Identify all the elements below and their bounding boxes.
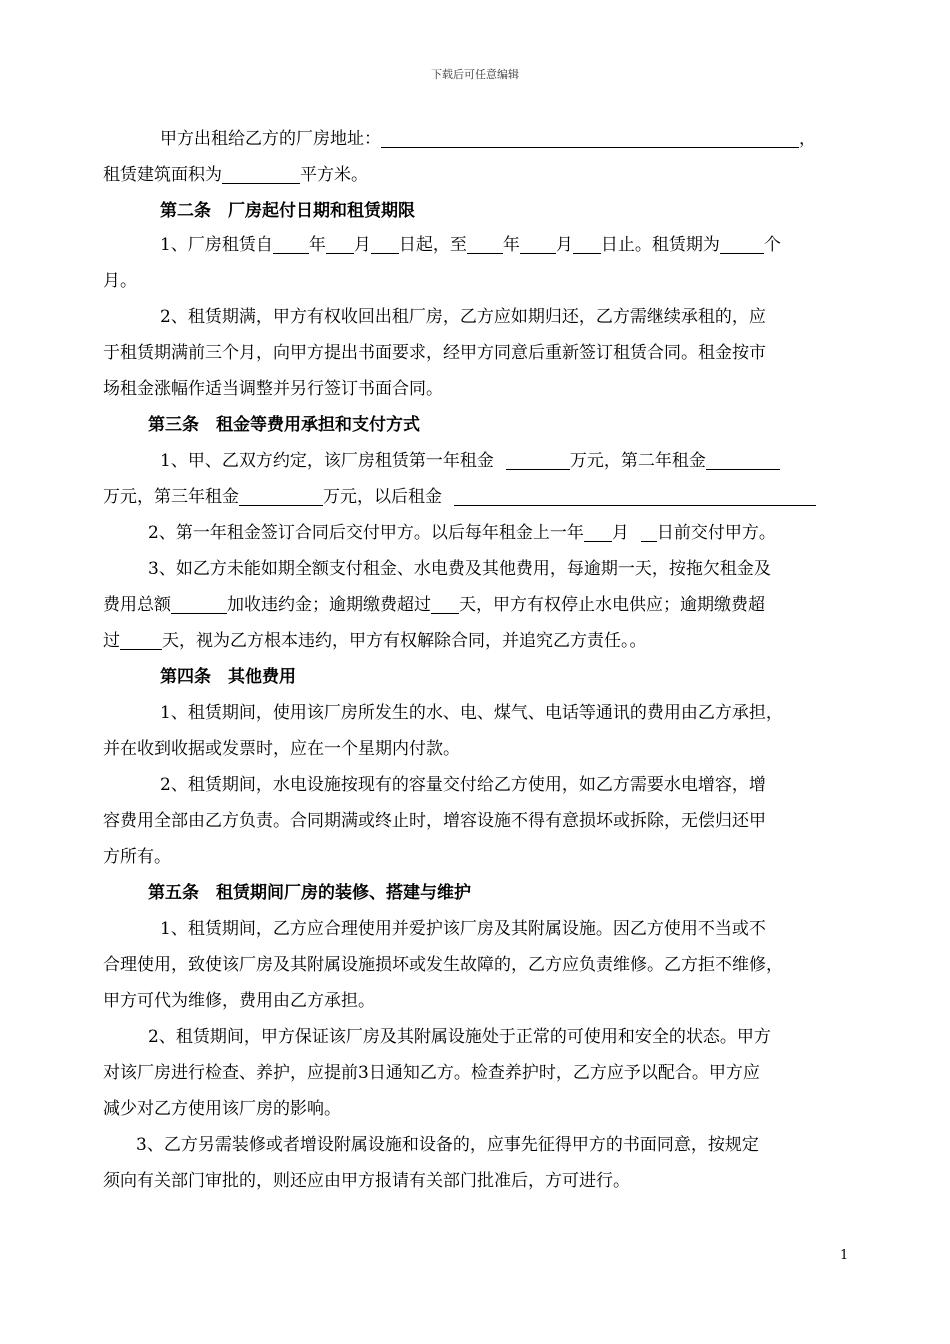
paragraph-line: 2、租赁期满，甲方有权收回出租厂房，乙方应如期归还，乙方需继续承租的，应 — [160, 307, 766, 327]
paragraph-line: 场租金涨幅作适当调整并另行签订书面合同。 — [103, 379, 443, 399]
address-line: 甲方出租给乙方的厂房地址： ， — [160, 129, 816, 149]
page-header: 下载后可任意编辑 — [431, 68, 519, 81]
paragraph-line: 对该厂房进行检查、养护，应提前3日通知乙方。检查养护时，乙方应予以配合。甲方应 — [103, 1063, 760, 1083]
paragraph-line: 须向有关部门审批的，则还应由甲方报请有关部门批准后，方可进行。 — [103, 1171, 630, 1191]
paragraph-line: 2、租赁期间，水电设施按现有的容量交付给乙方使用，如乙方需要水电增容，增 — [160, 775, 766, 795]
penalty-line: 费用总额 加收违约金；逾期缴费超过 天，甲方有权停止水电供应；逾期缴费超 — [103, 595, 765, 615]
rent-line-1: 1、甲、乙双方约定，该厂房租赁第一年租金 万元，第二年租金 — [160, 449, 780, 473]
paragraph-line: 合理使用，致使该厂房及其附属设施损坏或发生故障的，乙方应负责维修。乙方拒不维修， — [103, 955, 783, 975]
payment-line: 2、第一年租金签订合同后交付甲方。以后每年租金上一年 月 日前交付甲方。 — [148, 523, 776, 543]
article-2-heading: 第二条 厂房起付日期和租赁期限 — [160, 201, 415, 221]
paragraph-line: 容费用全部由乙方负责。合同期满或终止时，增容设施不得有意损坏或拆除，无偿归还甲 — [103, 811, 766, 831]
page-number: 1 — [840, 1248, 849, 1263]
article-5-heading: 第五条 租赁期间厂房的装修、搭建与维护 — [148, 883, 471, 903]
address-blank — [381, 129, 799, 148]
paragraph-line: 月。 — [103, 271, 137, 291]
term-line: 1、厂房租赁自 年 月 日起，至 年 月 日止。租赁期为 个 — [160, 235, 781, 255]
area-line: 租赁建筑面积为 平方米。 — [103, 165, 368, 185]
paragraph-line: 1、租赁期间，使用该厂房所发生的水、电、煤气、电话等通讯的费用由乙方承担， — [160, 703, 783, 723]
paragraph-line: 1、租赁期间，乙方应合理使用并爱护该厂房及其附属设施。因乙方使用不当或不 — [160, 919, 766, 939]
article-3-heading: 第三条 租金等费用承担和支付方式 — [148, 415, 420, 435]
penalty-line-2: 过 天，视为乙方根本违约，甲方有权解除合同，并追究乙方责任。。 — [103, 631, 647, 651]
area-blank — [222, 165, 300, 184]
paragraph-line: 甲方可代为维修，费用由乙方承担。 — [103, 991, 375, 1011]
paragraph-line: 方所有。 — [103, 847, 171, 867]
paragraph-line: 3、如乙方未能如期全额支付租金、水电费及其他费用，每逾期一天，按拖欠租金及 — [148, 559, 771, 579]
paragraph-line: 于租赁期满前三个月，向甲方提出书面要求，经甲方同意后重新签订租赁合同。租金按市 — [103, 343, 766, 363]
paragraph-line: 减少对乙方使用该厂房的影响。 — [103, 1099, 341, 1119]
paragraph-line: 并在收到收据或发票时，应在一个星期内付款。 — [103, 739, 460, 759]
rent-line-2: 万元，第三年租金 万元，以后租金 — [103, 485, 816, 509]
article-4-heading: 第四条 其他费用 — [160, 667, 296, 687]
paragraph-line: 2、租赁期间，甲方保证该厂房及其附属设施处于正常的可使用和安全的状态。甲方 — [148, 1027, 771, 1047]
paragraph-line: 3、乙方另需装修或者增设附属设施和设备的，应事先征得甲方的书面同意，按规定 — [136, 1135, 759, 1155]
